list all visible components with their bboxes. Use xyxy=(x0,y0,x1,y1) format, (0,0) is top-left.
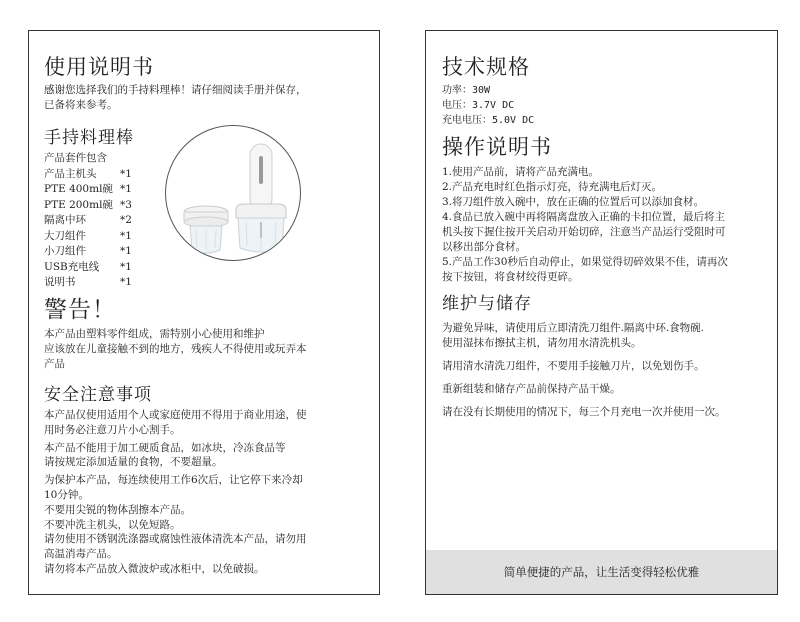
product-photo xyxy=(165,125,301,261)
safety-line: 10分钟。 xyxy=(44,488,89,501)
safety-line: 用时务必注意刀片小心割手。 xyxy=(44,423,181,436)
safety-line: 请按规定添加适量的食物，不要超量。 xyxy=(44,456,223,469)
warning-line: 产品 xyxy=(44,358,65,370)
safety-line: 请勿将本产品放入微波炉或冰柜中，以免破损。 xyxy=(44,562,265,575)
spec-list xyxy=(442,83,534,128)
safety-line: 本产品不能用于加工硬质食品，如冰块，冷冻食品等 xyxy=(44,441,286,454)
maint-line: 使用湿抹布擦拭主机，请勿用水清洗机头。 xyxy=(442,337,642,349)
spec-line: 电压：3.7V DC xyxy=(442,100,515,111)
product-heading: 手持料理棒 xyxy=(44,128,134,148)
ops-line: 3.将刀组件放入碗中，放在正确的位置后可以添加食材。 xyxy=(442,196,705,208)
safety-line: 不要冲洗主机头，以免短路。 xyxy=(44,518,181,531)
list-item: 小刀组件 *1 xyxy=(44,245,132,257)
ops-line: 以移出部分食材。 xyxy=(442,241,526,253)
intro-line: 感谢您选择我们的手持料理棒！请仔细阅读手册并保存， xyxy=(44,84,307,96)
safety-line: 本产品仅使用适用个人或家庭使用不得用于商业用途，使 xyxy=(44,409,307,421)
spec-line: 充电电压：5.0V DC xyxy=(442,115,535,126)
warning-line: 本产品由塑料零件组成，需特别小心使用和维护 xyxy=(44,328,265,340)
warning-text xyxy=(44,327,307,372)
safety-line: 请勿使用不锈钢洗涤器或腐蚀性液体清洗本产品，请勿用 xyxy=(44,533,307,546)
maintenance-heading: 维护与储存 xyxy=(442,294,532,314)
list-item: PTE 400ml碗 *1 xyxy=(44,183,132,195)
ops-line: 机头按下握住按开关启动开始切碎，注意当产品运行受阻时可 xyxy=(442,226,726,238)
maint-line: 为避免异味，请使用后立即清洗刀组件.隔离中环.食物碗. xyxy=(442,322,705,334)
kit-list xyxy=(44,151,132,291)
warning-line: 应该放在儿童接触不到的地方，残疾人不得使用或玩弄本 xyxy=(44,343,307,355)
intro-text xyxy=(44,83,307,113)
maint-line: 重新组装和储存产品前保持产品干燥。 xyxy=(442,383,621,395)
spec-heading: 技术规格 xyxy=(442,55,530,79)
maint-line: 请在没有长期使用的情况下，每三个月充电一次并使用一次。 xyxy=(442,406,726,418)
kit-title: 产品套件包含 xyxy=(44,152,107,164)
list-item: PTE 200ml碗 *3 xyxy=(44,198,132,211)
manual-title: 使用说明书 xyxy=(44,55,154,79)
ops-line: 按下按钮，将食材绞得更碎。 xyxy=(442,271,579,283)
spec-line: 功率：30W xyxy=(442,85,491,96)
safety-line: 不要用尖锐的物体刮擦本产品。 xyxy=(44,503,191,516)
ops-line: 4.食品已放入碗中再将隔离盘放入正确的卡扣位置，最后将主 xyxy=(442,211,726,223)
product-illustration xyxy=(166,126,300,260)
ops-text xyxy=(442,165,728,285)
intro-line: 已备将来参考。 xyxy=(44,99,118,111)
safety-text xyxy=(44,408,307,577)
maint-line: 请用清水清洗刀组件，不要用手接触刀片，以免划伤手。 xyxy=(442,360,705,372)
right-page xyxy=(425,30,778,595)
ops-line: 2.产品充电时红色指示灯亮，待充满电后灯灭。 xyxy=(442,181,663,193)
ops-heading: 操作说明书 xyxy=(442,135,552,159)
list-item: 隔离中环 *2 xyxy=(44,214,132,226)
list-item: USB充电线 *1 xyxy=(44,260,132,273)
list-item: 说明书 *1 xyxy=(44,276,132,288)
footer-banner xyxy=(426,550,777,594)
list-item: 产品主机头 *1 xyxy=(44,167,132,180)
left-page xyxy=(28,30,380,595)
ops-line: 5.产品工作30秒后自动停止，如果觉得切碎效果不佳，请再次 xyxy=(442,256,728,268)
ops-line: 1.使用产品前，请将产品充满电。 xyxy=(442,166,600,178)
safety-line: 为保护本产品，每连续使用工作6次后，让它停下来冷却 xyxy=(44,474,303,487)
safety-heading: 安全注意事项 xyxy=(44,385,152,405)
safety-line: 高温消毒产品。 xyxy=(44,548,118,561)
maintenance-text xyxy=(442,321,726,420)
footer-slogan: 简单便捷的产品，让生活变得轻松优雅 xyxy=(503,565,700,579)
warning-heading: 警告！ xyxy=(44,297,116,323)
list-item: 大刀组件 *1 xyxy=(44,229,132,242)
